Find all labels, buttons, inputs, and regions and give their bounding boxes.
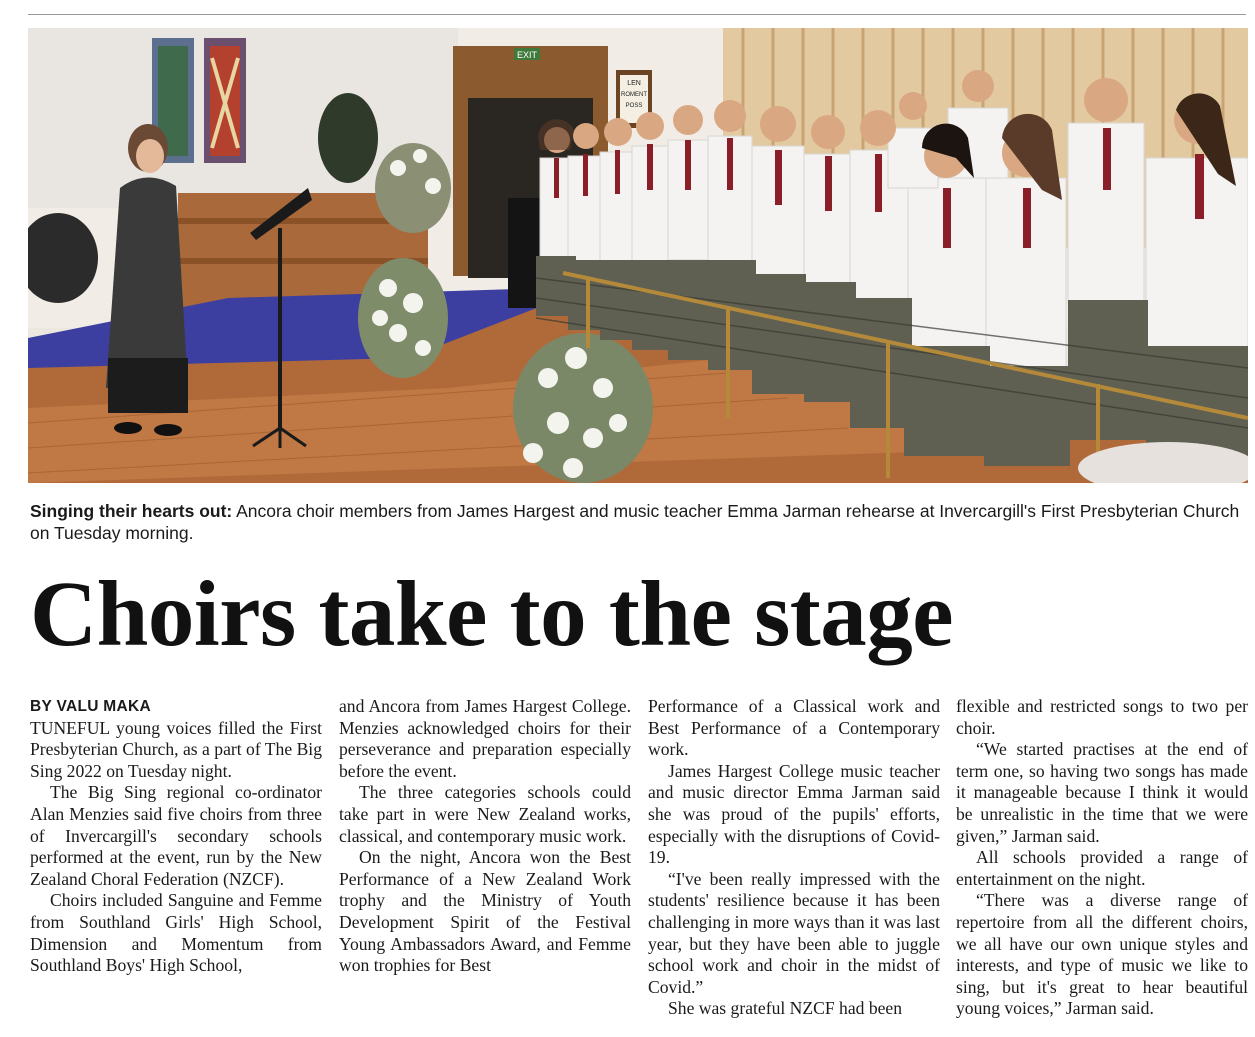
board-line-2: ROMENT bbox=[621, 92, 647, 98]
article-paragraph: “I've been really impressed with the students' resilience because it has been challenging in more ways than it was last year, but they have been able to juggle school work and choir in the midst of Covid.” bbox=[648, 868, 940, 997]
caption-lead: Singing their hearts out: bbox=[30, 501, 233, 521]
article-paragraph: On the night, Ancora won the Best Performance of a New Zealand Work trophy and the Ministry of Youth Development Spirit of the Festival Young Ambassadors Award, and Femme won trophies for Best bbox=[339, 847, 631, 976]
article-column-3 bbox=[648, 696, 940, 1020]
byline: BY VALU MAKA bbox=[30, 698, 152, 715]
photo-caption bbox=[30, 500, 1245, 544]
article-paragraph: She was grateful NZCF had been bbox=[668, 998, 903, 1019]
article-paragraph: Performance of a Classical work and Best Performance of a Contemporary work. bbox=[648, 696, 940, 760]
board-line-1: LEN bbox=[627, 80, 641, 87]
article-paragraph: Choirs included Sanguine and Femme from Southland Girls' High School, Dimension and Momentum from Southland Boys' High School, bbox=[30, 890, 322, 976]
exit-sign-text: EXIT bbox=[516, 50, 538, 60]
choir-photo bbox=[28, 28, 1248, 483]
article-paragraph: “We started practises at the end of term one, so having two songs has made it manageable because I think it would be unrealistic in the time that we were given,” Jarman said. bbox=[956, 739, 1248, 846]
caption-text: Ancora choir members from James Hargest and music teacher Emma Jarman rehearse at Invercargill's First Presbyterian Church on Tuesday morning. bbox=[30, 501, 1240, 543]
top-rule bbox=[28, 14, 1246, 15]
article-column-1 bbox=[30, 696, 322, 977]
article-paragraph: The three categories schools could take part in were New Zealand works, classical, and contemporary music work. bbox=[339, 782, 631, 846]
article-paragraph: James Hargest College music teacher and music director Emma Jarman said she was proud of the pupils' efforts, especially with the disruptions of Covid-19. bbox=[648, 760, 940, 868]
article-paragraph: The Big Sing regional co-ordinator Alan Menzies said five choirs from three of Invercargill's secondary schools performed at the event, run by the New Zealand Choral Federation (NZCF). bbox=[30, 782, 322, 889]
article-column-4 bbox=[956, 696, 1248, 1020]
article-body bbox=[30, 696, 1248, 1026]
headline: Choirs take to the stage bbox=[30, 563, 954, 666]
article-paragraph: TUNEFUL young voices filled the First Presbyterian Church, as a part of The Big Sing 2022 on Tuesday night. bbox=[30, 717, 322, 781]
article-paragraph: “There was a diverse range of repertoire from all the different choirs, we all have our own unique styles and interests, and type of music we like to sing, but it's great to hear beautiful young voices,” Jarman said. bbox=[956, 890, 1248, 1019]
board-line-3: POSS bbox=[625, 103, 643, 109]
article-paragraph: and Ancora from James Hargest College. Menzies acknowledged choirs for their perseverance and preparation especially before the event. bbox=[339, 696, 631, 781]
article-column-2 bbox=[339, 696, 631, 977]
article-paragraph: All schools provided a range of entertainment on the night. bbox=[956, 847, 1248, 889]
article-paragraph: flexible and restricted songs to two per choir. bbox=[956, 696, 1248, 738]
